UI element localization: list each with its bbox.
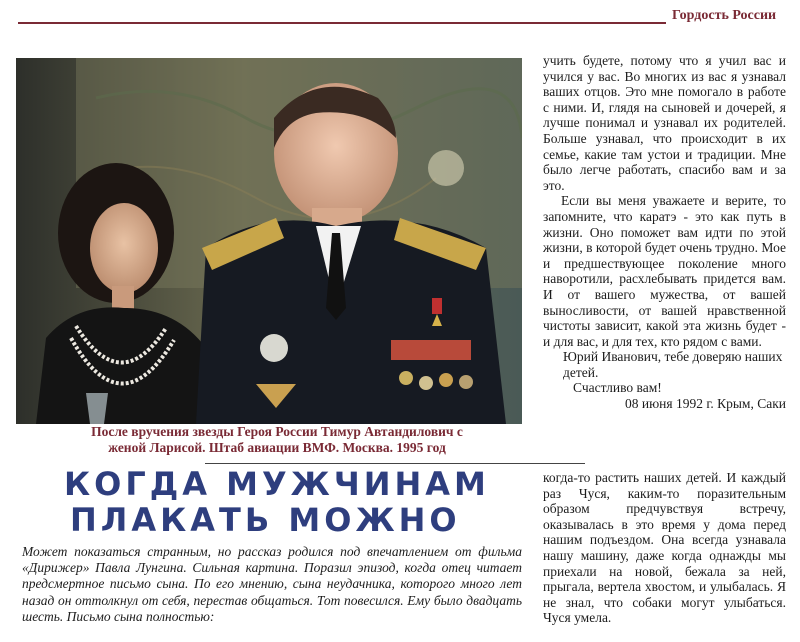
header-rule	[18, 22, 666, 24]
section-divider	[205, 463, 585, 464]
caption-line-2: женой Ларисой. Штаб авиации ВМФ. Москва. 1995 год	[108, 440, 446, 455]
headline-line-2: ПЛАКАТЬ МОЖНО	[70, 501, 461, 539]
letter-dateline: 08 июня 1992 г. Крым, Саки	[624, 396, 786, 412]
section-title: Гордость России	[672, 8, 777, 23]
article-headline	[40, 466, 520, 538]
photo	[16, 58, 522, 424]
article-column-right	[543, 470, 786, 626]
letter-column	[543, 53, 786, 412]
headline-line-1: КОГДА МУЖЧИНАМ	[64, 465, 490, 503]
article-intro: Может показаться странным, но рассказ родился под впечатлением от фильма «Дирижер» Павла Лунгина. Сильная картина. Поразил эпизод, когда отец читает предсмертное письмо сына. По его мнению, сына неудачника, которого много лет назад он оттолкнул от себя, перестав общаться. Тот повесился. Ему было двадцать шесть. Письмо сына полностью:	[22, 544, 522, 624]
letter-paragraph-2: Если вы меня уважаете и верите, то запомните, что каратэ - это как путь в жизни. Оно поможет вам идти по этой жизни, в которой будет очень трудно. Мое и предшествующее поколение много наворотили, расхлебывать придется вам. И от вашего мужества, от вашей выносливости, от вашей нравственной чистоты зависит, какой эта жизнь будет - и для вас, и для тех, кто рядом с вами.	[543, 193, 786, 349]
article-right-text: когда-то растить наших детей. И каждый раз Чуся, каким-то поразительным образом предчувствуя встречу, оказывалась в это время у дома перед нашим подъездом. Она всегда узнавала нашу машину, даже когда однажды мы приехали на новой, бежала за ней, прыгала, вертела хвостом, и улыбалась. Я не знал, что собаки могут улыбаться. Чуся умела.	[543, 470, 786, 626]
photo-caption	[22, 424, 532, 456]
letter-paragraph-3: Юрий Иванович, тебе доверяю наших детей.	[563, 349, 783, 380]
photo-illustration	[16, 58, 522, 424]
caption-line-1: После вручения звезды Героя России Тимур Автандилович с	[91, 424, 463, 439]
letter-signoff: Счастливо вам!	[573, 380, 662, 396]
letter-paragraph-1: учить будете, потому что я учил вас и учился у вас. Во многих из вас я узнавал ваших отцов. Это мне помогало в работе с ними. И, глядя на сыновей и дочерей, я лучше понимал и узнавал их родителей. Больше узнавал, что происходит в их семье, какие там устои и традиции. Мне было легче работать, спасибо вам и за это.	[543, 53, 786, 193]
